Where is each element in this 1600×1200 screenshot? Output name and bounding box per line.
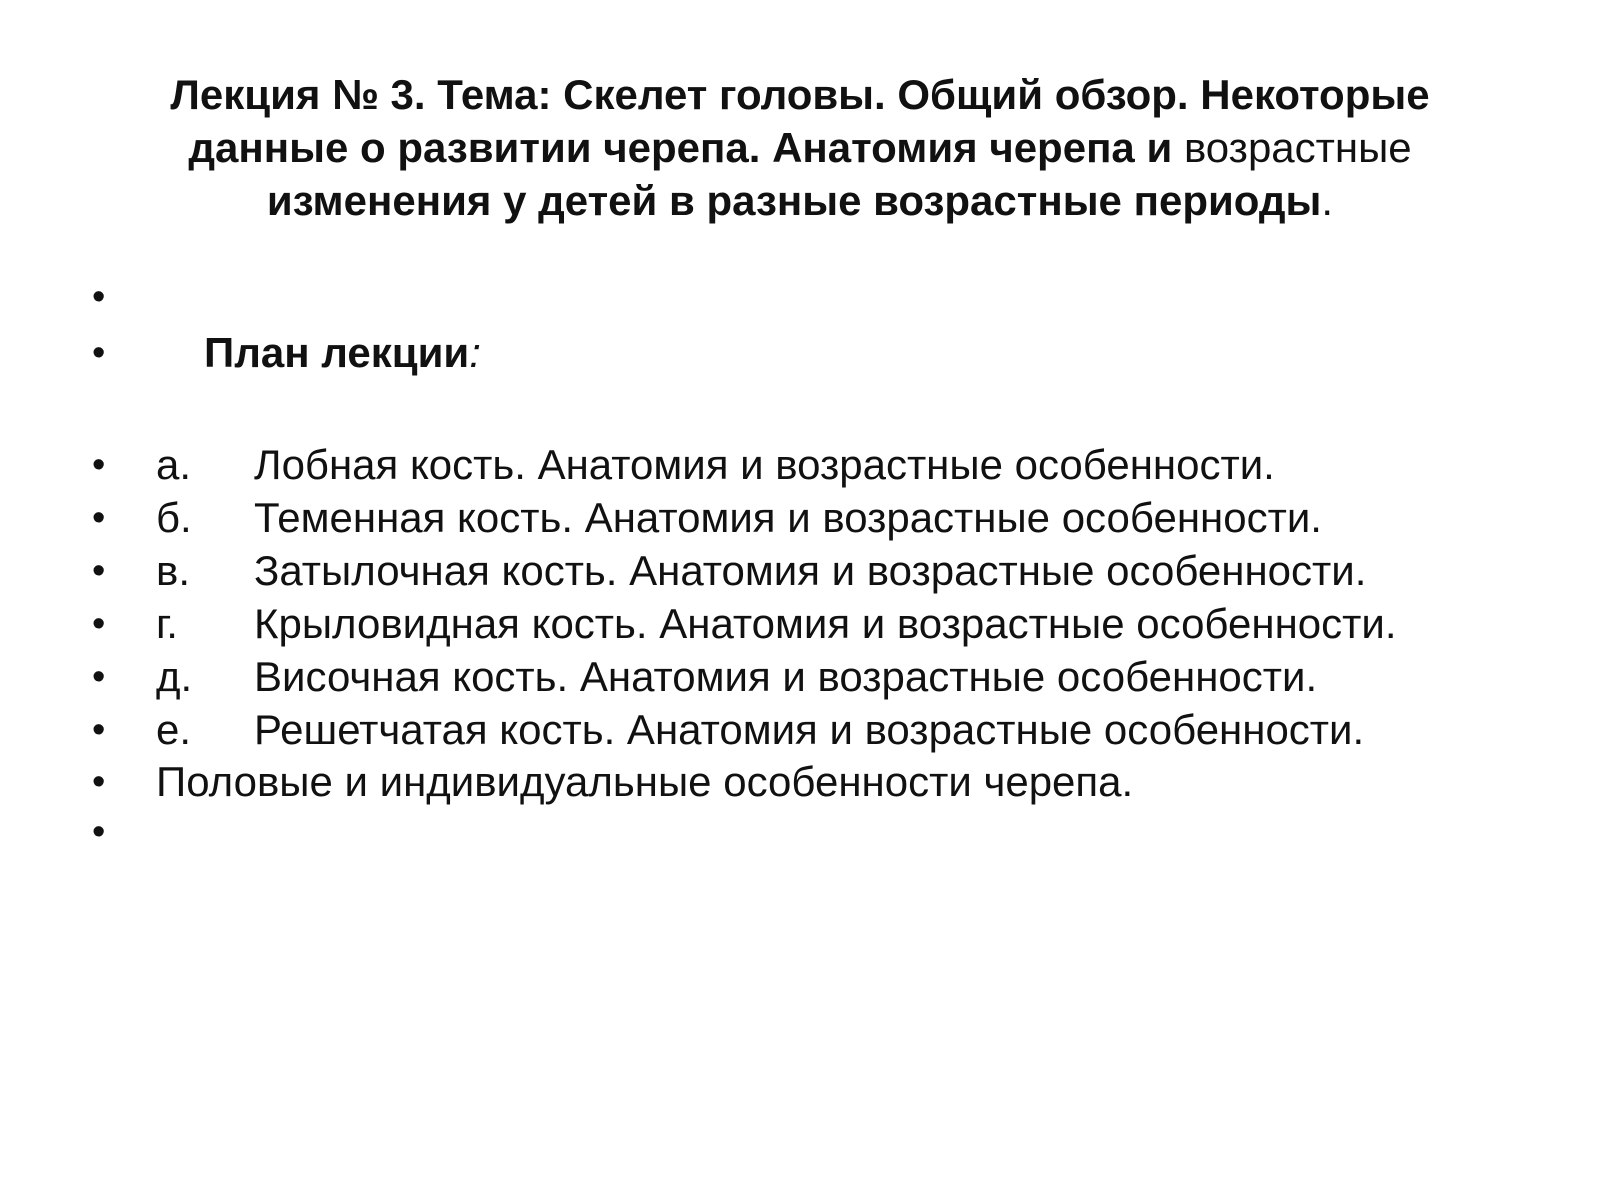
bullet-icon: • bbox=[92, 332, 106, 374]
bullet-icon: • bbox=[92, 603, 106, 645]
empty-bullet-row bbox=[92, 270, 1552, 324]
bullet-icon: • bbox=[92, 444, 106, 486]
list-item-marker: б. bbox=[156, 494, 192, 541]
list-item-marker: д. bbox=[156, 653, 193, 700]
bullet-icon: • bbox=[92, 811, 106, 853]
plan-heading-text: План лекции bbox=[204, 329, 470, 376]
list-item-marker: г. bbox=[156, 600, 178, 647]
title-bold-part-2: изменения у детей в разные возрастные периоды bbox=[266, 177, 1322, 224]
list-item bbox=[92, 650, 1552, 704]
list-item bbox=[92, 438, 1552, 492]
list-item-text: Теменная кость. Анатомия и возрастные особенности. bbox=[254, 494, 1322, 541]
bullet-icon: • bbox=[92, 497, 106, 539]
title-end-punct: . bbox=[1321, 177, 1334, 224]
plan-heading-colon: : bbox=[469, 329, 481, 376]
list-item-text: Половые и индивидуальные особенности черепа. bbox=[156, 758, 1134, 805]
title-normal-part: возрастные bbox=[1183, 124, 1412, 171]
bullet-icon: • bbox=[92, 656, 106, 698]
bullet-list bbox=[92, 0, 1552, 1200]
bullet-icon: • bbox=[92, 709, 106, 751]
plan-heading-row bbox=[92, 326, 1552, 380]
list-item-text: Затылочная кость. Анатомия и возрастные особенности. bbox=[254, 547, 1367, 594]
list-item bbox=[92, 597, 1552, 651]
empty-bullet-row bbox=[92, 805, 1552, 859]
bullet-icon: • bbox=[92, 761, 106, 803]
list-item-marker: е. bbox=[156, 706, 192, 753]
list-item-marker: в. bbox=[156, 547, 190, 594]
list-item-text: Височная кость. Анатомия и возрастные особенности. bbox=[254, 653, 1318, 700]
list-item bbox=[92, 755, 1552, 809]
list-item bbox=[92, 544, 1552, 598]
list-item bbox=[92, 703, 1552, 757]
bullet-icon: • bbox=[92, 550, 106, 592]
title-bold-part-1: Лекция № 3. Тема: Скелет головы. Общий обзор. Некоторые данные о развитии черепа. Анатомия черепа и bbox=[170, 71, 1430, 171]
list-item-marker: а. bbox=[156, 441, 192, 488]
list-item-text: Крыловидная кость. Анатомия и возрастные особенности. bbox=[254, 600, 1397, 647]
list-item bbox=[92, 491, 1552, 545]
plan-heading bbox=[204, 326, 481, 380]
list-item-text: Решетчатая кость. Анатомия и возрастные особенности. bbox=[254, 706, 1365, 753]
list-item-text: Лобная кость. Анатомия и возрастные особенности. bbox=[254, 441, 1275, 488]
bullet-icon: • bbox=[92, 276, 106, 318]
